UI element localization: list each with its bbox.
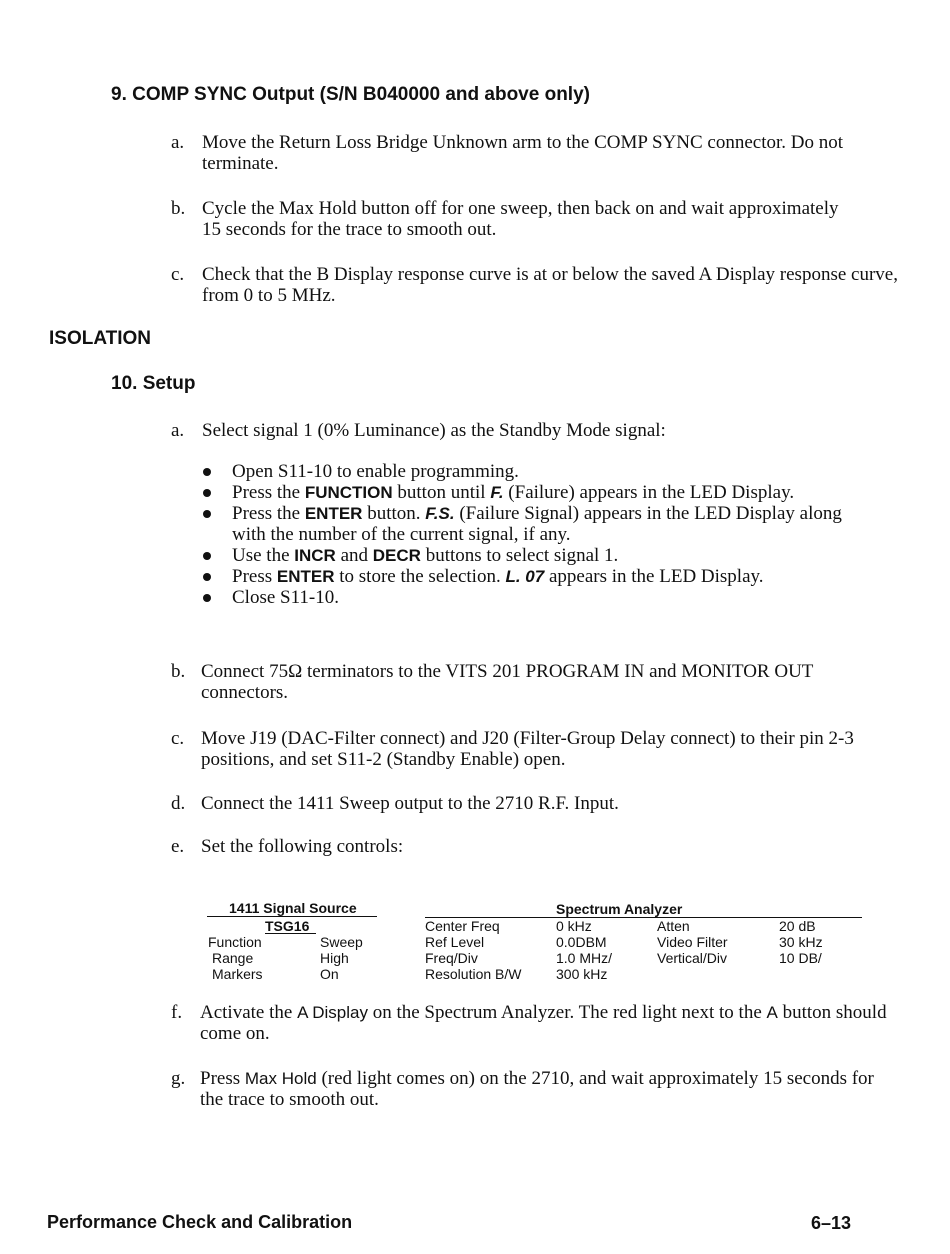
led-code: F. [490, 483, 504, 502]
table-cell: Range [212, 950, 254, 966]
bullet-icon [201, 482, 232, 503]
bullet-item [201, 587, 901, 608]
step-10e-letter: e. [171, 836, 185, 857]
bullet-icon [201, 566, 232, 587]
step-text-part: Activate the [200, 1002, 298, 1023]
signal-source-rule [207, 916, 377, 917]
table-cell: 0 kHz [556, 918, 592, 934]
table-cell: Freq/Div [425, 950, 478, 966]
table-cell: Resolution B/W [425, 966, 522, 982]
step-9a-letter: a. [171, 132, 185, 153]
step-text-part: Press [200, 1068, 245, 1089]
table-cell: Center Freq [425, 918, 500, 934]
bullet-text: to store the selection. [334, 566, 506, 587]
function-button-name: FUNCTION [304, 483, 393, 502]
bullet-text: Press the [232, 482, 305, 503]
section-9-heading: 9. COMP SYNC Output (S/N B040000 and above only) [111, 84, 590, 105]
bullet-icon [201, 461, 232, 482]
a-display-control-name: A Display [297, 1003, 368, 1022]
bullet-text: button until [392, 482, 491, 503]
bullet-text: and [335, 545, 373, 566]
decr-button-name: DECR [372, 546, 421, 565]
step-10g-letter: g. [171, 1068, 186, 1089]
step-9b-letter: b. [171, 198, 186, 219]
tsg16-underline [265, 933, 316, 934]
step-10e-text: Set the following controls: [201, 836, 404, 857]
table-cell: Ref Level [425, 934, 485, 950]
bullet-text: (Failure) appears in the LED Display. [503, 482, 795, 503]
led-code: L. 07 [505, 567, 545, 586]
bullet-text: Press the [232, 503, 305, 524]
bullet-item [201, 461, 901, 482]
step-10b-letter: b. [171, 661, 186, 682]
step-10f-letter: f. [171, 1002, 183, 1023]
step-9c-letter: c. [171, 264, 185, 285]
step-9c-text: Check that the B Display response curve is at or below the saved A Display response curve, from 0 to 5 MHz. [202, 264, 898, 306]
table-cell: 10 DB/ [779, 950, 822, 966]
bullet-text: button. [362, 503, 426, 524]
step-10g-text [200, 1068, 900, 1110]
bullet-item [201, 545, 901, 566]
bullet-text: Press [232, 566, 277, 587]
step-text-part: on the Spectrum Analyzer. The red light next to the [367, 1002, 767, 1023]
signal-source-subtitle: TSG16 [265, 918, 310, 934]
table-cell: On [320, 966, 339, 982]
bullet-item [201, 566, 901, 587]
step-10a-letter: a. [171, 420, 185, 441]
step-10a-text: Select signal 1 (0% Luminance) as the Standby Mode signal: [202, 420, 666, 441]
table-cell: 30 kHz [779, 934, 823, 950]
spectrum-analyzer-title: Spectrum Analyzer [556, 901, 683, 917]
max-hold-control-name: Max Hold [244, 1069, 317, 1088]
bullet-text: Use the [232, 545, 295, 566]
bullet-text: Open S11-10 to enable programming. [232, 461, 519, 482]
bullet-icon [201, 587, 232, 608]
bullet-text: Close S11-10. [232, 587, 339, 608]
programming-bullet-list [201, 461, 901, 608]
bullet-item [201, 482, 901, 503]
step-10d-letter: d. [171, 793, 186, 814]
footer-page-number: 6–13 [811, 1213, 852, 1233]
enter-button-name: ENTER [304, 504, 363, 523]
table-cell: 0.0DBM [556, 934, 607, 950]
section-10-heading: 10. Setup [111, 373, 196, 394]
bullet-text: appears in the LED Display. [544, 566, 764, 587]
table-cell: Atten [657, 918, 690, 934]
footer-section-title: Performance Check and Calibration [47, 1212, 353, 1232]
step-text-part: (red light comes on) on the 2710, and wait approximately 15 seconds for the trace to smooth out. [200, 1068, 874, 1110]
table-cell: Function [208, 934, 262, 950]
table-cell: Video Filter [657, 934, 728, 950]
bullet-text: buttons to select signal 1. [420, 545, 619, 566]
incr-button-name: INCR [294, 546, 336, 565]
bullet-item [201, 503, 901, 545]
isolation-heading: ISOLATION [49, 328, 152, 349]
step-10b-text: Connect 75Ω terminators to the VITS 201 PROGRAM IN and MONITOR OUT connectors. [201, 661, 814, 703]
step-9a-text: Move the Return Loss Bridge Unknown arm to the COMP SYNC connector. Do not terminate. [202, 132, 844, 174]
table-cell: Vertical/Div [657, 950, 728, 966]
step-10c-letter: c. [171, 728, 185, 749]
step-10f-text [200, 1002, 910, 1044]
step-9b-text: Cycle the Max Hold button off for one sweep, then back on and wait approximately 15 seconds for the trace to smooth out. [202, 198, 839, 240]
step-10d-text: Connect the 1411 Sweep output to the 2710 R.F. Input. [201, 793, 619, 814]
led-code: F.S. [425, 504, 455, 523]
table-cell: Markers [212, 966, 263, 982]
table-cell: 20 dB [779, 918, 816, 934]
step-10c-text: Move J19 (DAC-Filter connect) and J20 (Filter-Group Delay connect) to their pin 2-3 positions, and set S11-2 (Standby Enable) open. [201, 728, 854, 770]
signal-source-title: 1411 Signal Source [229, 900, 357, 916]
bullet-icon [201, 503, 232, 545]
enter-button-name: ENTER [276, 567, 335, 586]
bullet-text: (Failure Signal) appears in the LED Display along with the number of the current signal, if any. [232, 503, 842, 545]
table-cell: 1.0 MHz/ [556, 950, 613, 966]
step-text-part: button should come on. [200, 1002, 887, 1044]
table-cell: 300 kHz [556, 966, 608, 982]
table-cell: Sweep [320, 934, 363, 950]
bullet-icon [201, 545, 232, 566]
table-cell: High [320, 950, 349, 966]
a-button-name: A [766, 1003, 778, 1022]
